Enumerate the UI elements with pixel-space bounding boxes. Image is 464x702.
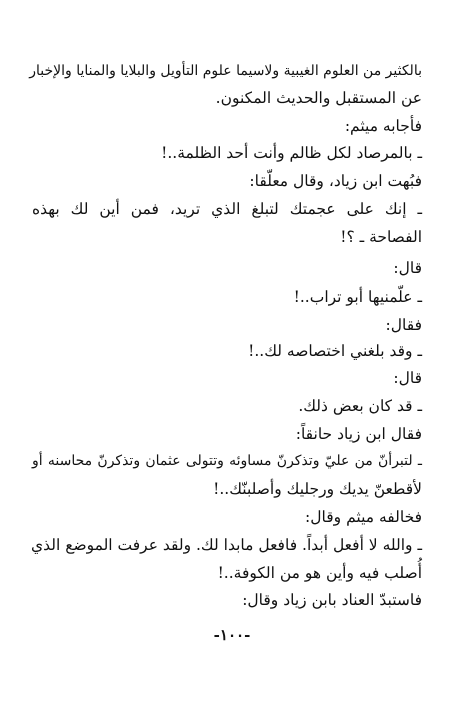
- text-line: فاستبدّ العناد بابن زياد وقال:: [242, 591, 422, 609]
- text-line: ـ بالمرصاد لكل ظالم وأنت أحد الظلمة..!: [161, 144, 422, 162]
- text-line: فخالفه ميثم وقال:: [305, 508, 422, 526]
- text-line: لأقطعنّ يديك ورجليك وأصلبنّك..!: [213, 480, 422, 498]
- text-line: فبُهت ابن زياد، وقال معلّقا:: [249, 172, 422, 190]
- text-line: فقال ابن زياد حانقاً:: [295, 425, 422, 443]
- text-line: ـ قد كان بعض ذلك.: [298, 397, 422, 415]
- text-line: فقال:: [385, 316, 422, 334]
- text-line: ـ علّمنيها أبو تراب..!: [293, 288, 422, 306]
- text-line: ـ لتبرأنّ من عليّ وتذكرنّ مساوئه وتتولى عثمان وتذكرنّ محاسنه أو: [32, 453, 422, 469]
- text-line: ـ وقد بلغني اختصاصه لك..!: [248, 342, 422, 360]
- text-line: الفصاحة ـ ؟!: [340, 228, 422, 246]
- text-line: ـ إنك على عجمتك لتبلغ الذي تريد، فمن أين لك بهذه: [32, 200, 422, 218]
- page-number: -١٠٠-: [213, 626, 251, 644]
- text-line: ـ والله لا أفعل أبداً. فافعل مابدا لك. ولقد عرفت الموضع الذي: [30, 536, 422, 554]
- text-line: قال:: [393, 369, 422, 387]
- text-line: فأجابه ميثم:: [344, 117, 422, 135]
- text-line: قال:: [393, 259, 422, 277]
- text-line: أُصلب فيه وأين هو من الكوفة..!: [217, 564, 422, 582]
- text-line: عن المستقبل والحديث المكنون.: [215, 89, 422, 107]
- text-line: بالكثير من العلوم الغيبية ولاسيما علوم التأويل والبلايا والمنايا والإخبار: [29, 63, 422, 79]
